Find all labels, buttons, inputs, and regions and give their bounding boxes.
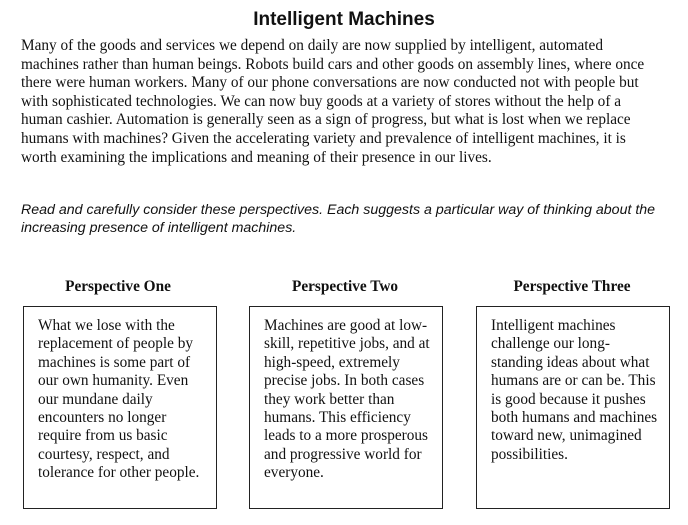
instructions-text: Read and carefully consider these perspectives. Each suggests a particular way of thinking about the increasing presence of intelligent machines. xyxy=(21,202,656,236)
perspective-three-heading: Perspective Three xyxy=(513,278,631,295)
perspective-one-text: What we lose with the replacement of people by machines is some part of our own humanity. Even our mundane daily encounters no longer require from us basic courtesy, respect, and tolerance for other people. xyxy=(38,317,200,482)
perspective-two-text: Machines are good at low-skill, repetitive jobs, and at high-speed, extremely precise jobs. In both cases they work better than humans. This efficiency leads to a more prosperous and progressive world for everyone. xyxy=(264,317,430,482)
perspective-two-box xyxy=(249,306,443,509)
perspective-three-text: Intelligent machines challenge our long-standing ideas about what humans are or can be. This is good because it pushes both humans and machines toward new, unimagined possibilities. xyxy=(491,317,658,463)
perspective-one-box xyxy=(23,306,217,509)
perspective-two-heading: Perspective Two xyxy=(291,278,399,295)
perspective-one-heading: Perspective One xyxy=(65,278,171,295)
intro-paragraph: Many of the goods and services we depend on daily are now supplied by intelligent, automated machines rather than human beings. Robots build cars and other goods on assembly lines, where once there were human workers. Many of our phone conversations are now conducted not with people but with sophisticated technologies. We can now buy goods at a variety of stores without the help of a human cashier. Automation is generally seen as a sign of progress, but what is lost when we replace humans with machines? Given the accelerating variety and prevalence of intelligent machines, it is worth examining the implications and meaning of their presence in our lives. xyxy=(21,37,645,166)
page-title: Intelligent Machines xyxy=(253,9,435,30)
perspective-three-box xyxy=(476,306,670,509)
